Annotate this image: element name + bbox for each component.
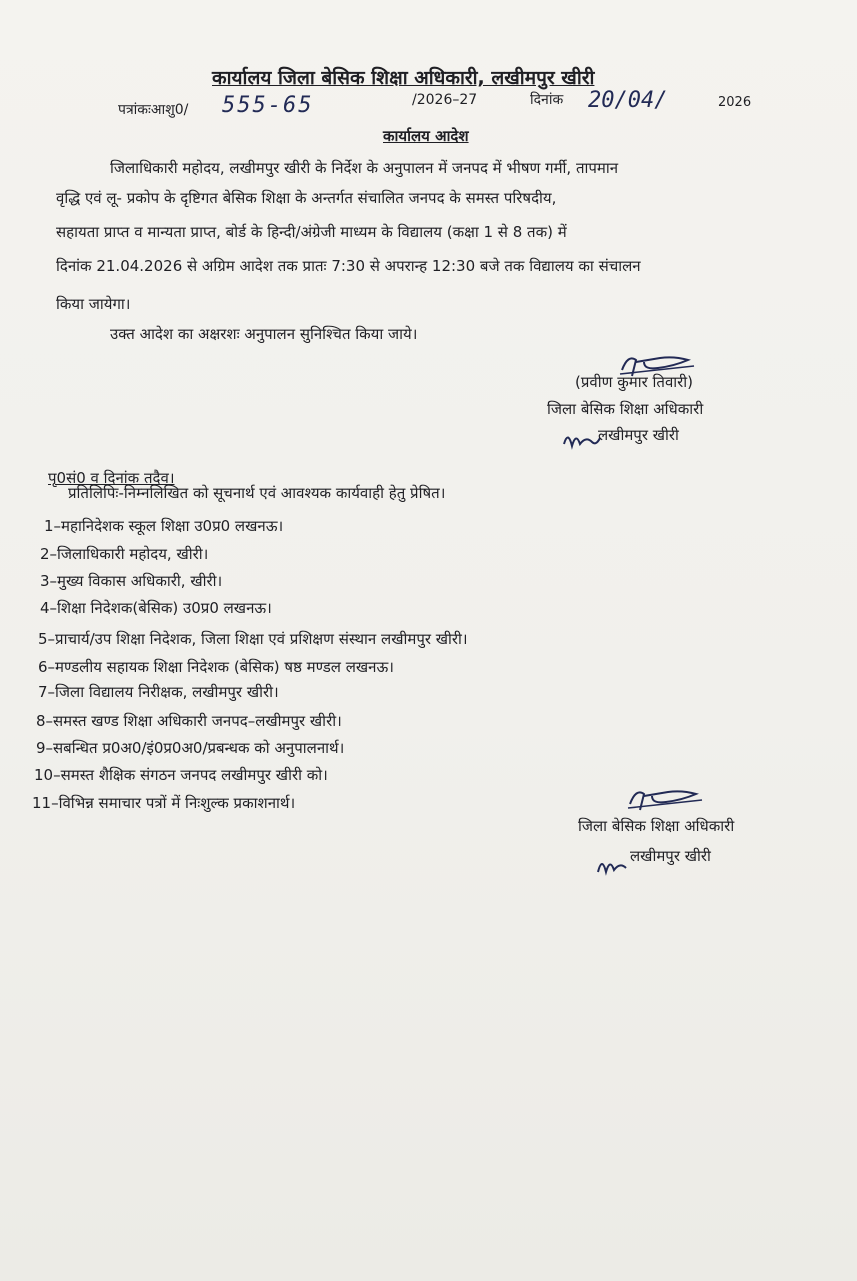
copy-list-item: 10–समस्त शैक्षिक संगठन जनपद लखीमपुर खीरी को। [34,766,328,784]
copy-heading: पृ0सं0 व दिनांक तदैव। [48,469,175,487]
copy-list-item: 4–शिक्षा निदेशक(बेसिक) उ0प्र0 लखनऊ। [40,599,272,617]
copy-list-item: 6–मण्डलीय सहायक शिक्षा निदेशक (बेसिक) षष्ठ मण्डल लखनऊ। [38,658,394,676]
copy-list-item: 11–विभिन्न समाचार पत्रों में निःशुल्क प्रकाशनार्थ। [32,794,296,812]
body-line: सहायता प्राप्त व मान्यता प्राप्त, बोर्ड के हिन्दी/अंग्रेजी माध्यम के विद्यालय (कक्षा 1 से 8 तक) में [56,223,567,241]
date-handwritten: 20/04/ [588,88,668,113]
copy-intro: प्रतिलिपिः-निम्नलिखित को सूचनार्थ एवं आवश्यक कार्यवाही हेतु प्रेषित। [68,484,446,502]
body-line: किया जायेगा। [56,295,131,313]
reference-year: /2026–27 [412,92,478,108]
signatory-location: लखीमपुर खीरी [630,847,711,865]
copy-list-item: 1–महानिदेशक स्कूल शिक्षा उ0प्र0 लखनऊ। [44,517,284,535]
office-title: कार्यालय जिला बेसिक शिक्षा अधिकारी, लखीमपुर खीरी [212,67,595,89]
order-subject: कार्यालय आदेश [383,127,469,145]
signatory-location: लखीमपुर खीरी [598,426,679,444]
body-line: वृद्धि एवं लू- प्रकोप के दृष्टिगत बेसिक शिक्षा के अन्तर्गत संचालित जनपद के समस्त परिषदीय, [56,189,557,207]
signature-initials-icon [622,784,712,816]
copy-list-item: 9–सबन्धित प्र0अ0/इं0प्र0अ0/प्रबन्धक को अनुपालनार्थ। [36,739,345,757]
reference-number-handwritten: 555-65 [222,93,314,118]
copy-list-item: 2–जिलाधिकारी महोदय, खीरी। [40,545,209,563]
body-line: दिनांक 21.04.2026 से अग्रिम आदेश तक प्रातः 7:30 से अपरान्ह 12:30 बजे तक विद्यालय का संचालन [56,257,641,275]
copy-list-item: 3–मुख्य विकास अधिकारी, खीरी। [40,572,223,590]
compliance-line: उक्त आदेश का अक्षरशः अनुपालन सुनिश्चित किया जाये। [110,325,418,343]
signature-scribble-icon [594,850,632,880]
signatory-designation: जिला बेसिक शिक्षा अधिकारी [547,400,704,418]
copy-list-item: 7–जिला विद्यालय निरीक्षक, लखीमपुर खीरी। [38,683,279,701]
signature-scribble-icon [560,426,602,454]
date-label: दिनांक [530,92,564,108]
copy-list-item: 8–समस्त खण्ड शिक्षा अधिकारी जनपद–लखीमपुर खीरी। [36,712,342,730]
signatory-designation: जिला बेसिक शिक्षा अधिकारी [578,817,735,835]
reference-label: पत्रांकःआशु0/ [118,102,189,118]
date-year: 2026 [718,95,752,110]
copy-list-item: 5–प्राचार्य/उप शिक्षा निदेशक, जिला शिक्षा एवं प्रशिक्षण संस्थान लखीमपुर खीरी। [38,630,468,648]
body-line: जिलाधिकारी महोदय, लखीमपुर खीरी के निर्देश के अनुपालन में जनपद में भीषण गर्मी, तापमान [110,159,619,177]
signatory-name: (प्रवीण कुमार तिवारी) [575,373,694,391]
